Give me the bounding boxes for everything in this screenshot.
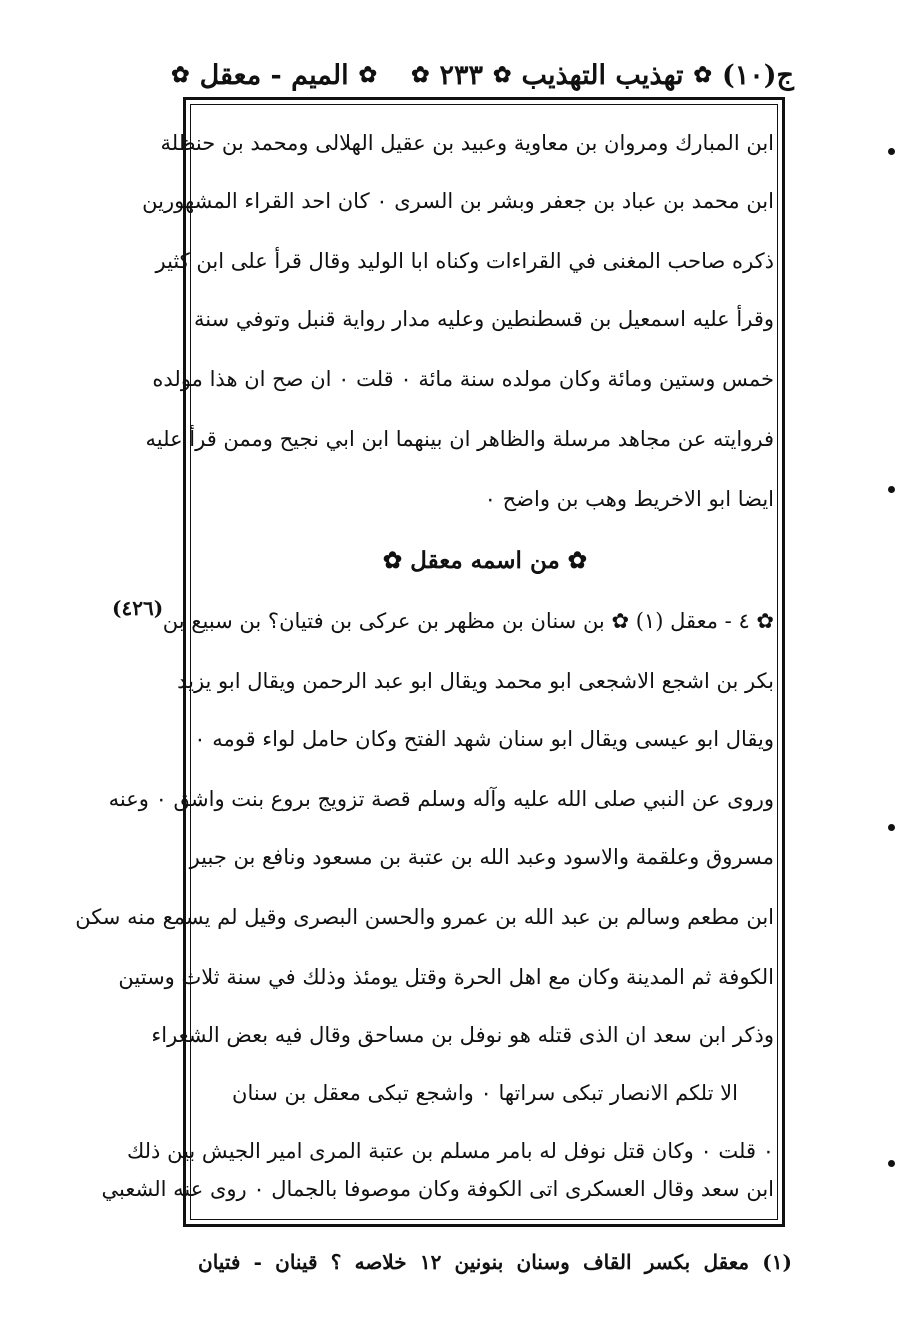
text-line: وروى عن النبي صلى الله عليه وآله وسلم قصة تزويج بروع بنت واشق ٠ وعنه [108,787,774,811]
flower-ornament-icon: ✿ [411,62,430,88]
poetry-verse: الا تلكم الانصار تبكى سراتها ٠ واشجع تبكى معقل بن سنان [232,1081,738,1105]
text-line: ايضا ابو الاخريط وهب بن واضح ٠ [484,487,774,511]
text-line: ذكره صاحب المغنى في القراءات وكناه ابا الوليد وقال قرأ على ابن كثير [155,249,774,273]
page-number: ٢٣٣ [439,59,484,91]
text-line: خمس وستين ومائة وكان مولده سنة مائة ٠ قلت ٠ ان صح ان هذا مولده [152,367,774,391]
volume-label: ج(١٠) [721,59,794,91]
text-line: الكوفة ثم المدينة وكان مع اهل الحرة وقتل يومئذ وذلك في سنة ثلاث وستين [118,965,774,989]
text-line: ويقال ابو عيسى ويقال ابو سنان شهد الفتح وكان حامل لواء قومه ٠ [194,727,774,751]
margin-dot [888,1160,895,1167]
text-line: وقرأ عليه اسمعيل بن قسطنطين وعليه مدار رواية قنبل وتوفي سنة [194,307,774,331]
section-title: الميم - معقل [199,59,349,91]
margin-dot [888,486,895,493]
text-line: ٠ قلت ٠ وكان قتل نوفل له بامر مسلم بن عتبة المرى امير الجيش بين ذلك [126,1139,774,1163]
section-heading: ✿ من اسمه معقل ✿ [382,547,588,574]
margin-dot [888,148,895,155]
margin-dot [888,824,895,831]
text-line: بكر بن اشجع الاشجعى ابو محمد ويقال ابو عبد الرحمن ويقال ابو يزيد [177,669,774,693]
text-line: فروايته عن مجاهد مرسلة والظاهر ان بينهما ابن ابي نجيح وممن قرأ عليه [145,427,774,451]
text-line: ابن محمد بن عباد بن جعفر وبشر بن السرى ٠ كان احد القراء المشهورين [142,189,774,213]
entry-heading-line: ✿ ٤ - معقل (١) ✿ بن سنان بن مظهر بن عركى بن فتيان؟ بن سبيع بن [162,609,774,633]
text-line: ابن مطعم وسالم بن عبد الله بن عمرو والحسن البصرى وقيل لم يسمع منه سكن [75,905,774,929]
text-line: ابن سعد وقال العسكرى اتى الكوفة وكان موصوفا بالجمال ٠ روى عنه الشعبي [101,1177,774,1201]
running-header [171,52,800,98]
margin-entry-number: (٤٢٦) [112,596,164,620]
flower-ornament-icon: ✿ [693,62,712,88]
flower-ornament-icon: ✿ [358,62,378,88]
book-title: تهذيب التهذيب [521,59,684,91]
flower-ornament-icon: ✿ [171,62,190,88]
text-line: وذكر ابن سعد ان الذى قتله هو نوفل بن مساحق وقال فيه بعض الشعراء [151,1023,774,1047]
flower-ornament-icon: ✿ [493,62,512,88]
text-line: مسروق وعلقمة والاسود وعبد الله بن عتبة بن مسعود ونافع بن جبير [189,845,774,869]
footnote: (١) معقل بكسر القاف وسنان بنونين ١٢ خلاصه ؟ قينان - فتيان [198,1250,792,1274]
text-line: ابن المبارك ومروان بن معاوية وعبيد بن عقيل الهلالى ومحمد بن حنظلة [160,131,774,155]
